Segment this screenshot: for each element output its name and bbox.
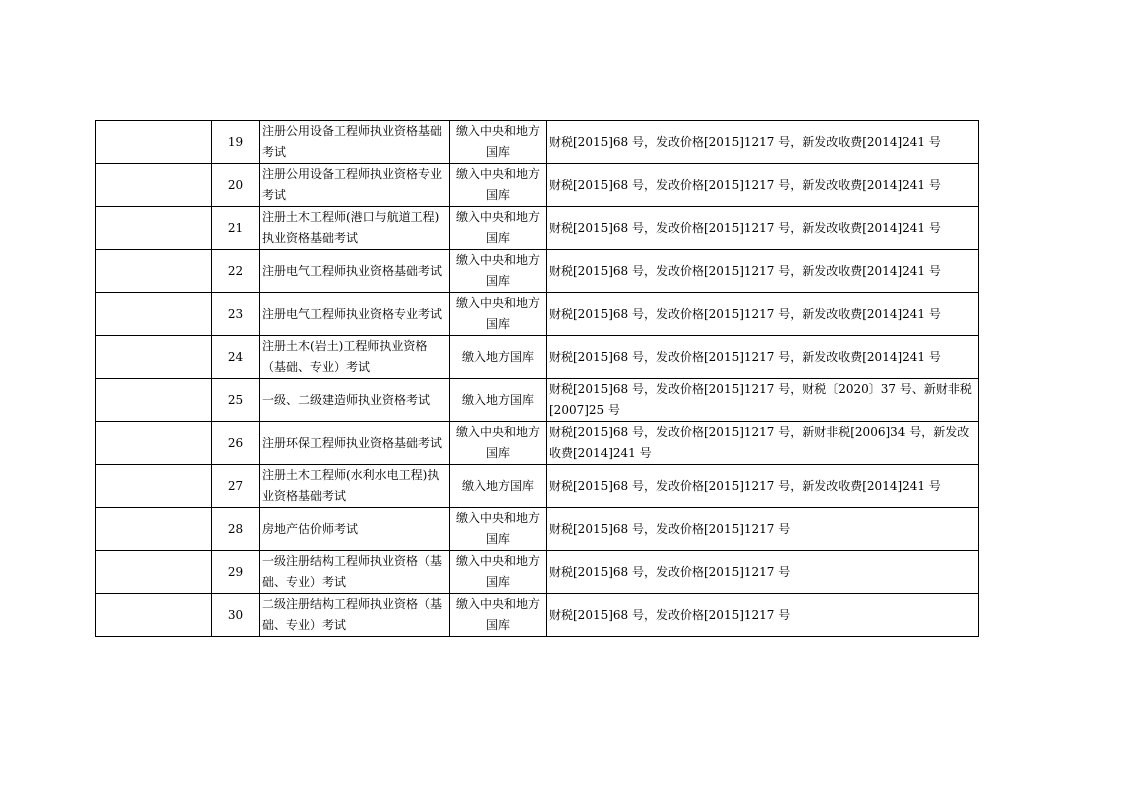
blank-cell: [96, 379, 212, 422]
table-row: [96, 207, 979, 250]
fee-table: [95, 120, 979, 637]
treasury-destination: 缴入中央和地方国库: [450, 422, 547, 465]
table-row: [96, 121, 979, 164]
table-row: [96, 164, 979, 207]
exam-name: 注册公用设备工程师执业资格专业考试: [260, 164, 450, 207]
blank-cell: [96, 465, 212, 508]
row-number: 25: [212, 379, 260, 422]
exam-name: 房地产估价师考试: [260, 508, 450, 551]
exam-name: 一级注册结构工程师执业资格（基础、专业）考试: [260, 551, 450, 594]
policy-basis: 财税[2015]68 号，发改价格[2015]1217 号，新发改收费[2014]241 号: [547, 164, 979, 207]
row-number: 28: [212, 508, 260, 551]
treasury-destination: 缴入中央和地方国库: [450, 121, 547, 164]
exam-name: 注册公用设备工程师执业资格基础考试: [260, 121, 450, 164]
policy-basis: 财税[2015]68 号，发改价格[2015]1217 号，新发改收费[2014]241 号: [547, 293, 979, 336]
treasury-destination: 缴入中央和地方国库: [450, 508, 547, 551]
blank-cell: [96, 551, 212, 594]
policy-basis: 财税[2015]68 号，发改价格[2015]1217 号，新发改收费[2014]241 号: [547, 250, 979, 293]
row-number: 22: [212, 250, 260, 293]
blank-cell: [96, 594, 212, 637]
blank-cell: [96, 336, 212, 379]
policy-basis: 财税[2015]68 号，发改价格[2015]1217 号，新发改收费[2014]241 号: [547, 465, 979, 508]
row-number: 29: [212, 551, 260, 594]
exam-name: 注册电气工程师执业资格基础考试: [260, 250, 450, 293]
row-number: 20: [212, 164, 260, 207]
exam-name: 一级、二级建造师执业资格考试: [260, 379, 450, 422]
exam-name: 注册环保工程师执业资格基础考试: [260, 422, 450, 465]
treasury-destination: 缴入地方国库: [450, 336, 547, 379]
row-number: 26: [212, 422, 260, 465]
exam-name: 二级注册结构工程师执业资格（基础、专业）考试: [260, 594, 450, 637]
treasury-destination: 缴入地方国库: [450, 465, 547, 508]
row-number: 27: [212, 465, 260, 508]
treasury-destination: 缴入中央和地方国库: [450, 551, 547, 594]
table-row: [96, 336, 979, 379]
treasury-destination: 缴入中央和地方国库: [450, 207, 547, 250]
policy-basis: 财税[2015]68 号，发改价格[2015]1217 号: [547, 551, 979, 594]
row-number: 23: [212, 293, 260, 336]
policy-basis: 财税[2015]68 号，发改价格[2015]1217 号，新发改收费[2014]241 号: [547, 336, 979, 379]
treasury-destination: 缴入中央和地方国库: [450, 250, 547, 293]
policy-basis: 财税[2015]68 号，发改价格[2015]1217 号: [547, 594, 979, 637]
treasury-destination: 缴入地方国库: [450, 379, 547, 422]
blank-cell: [96, 164, 212, 207]
table-row: [96, 465, 979, 508]
table-row: [96, 551, 979, 594]
blank-cell: [96, 250, 212, 293]
blank-cell: [96, 121, 212, 164]
treasury-destination: 缴入中央和地方国库: [450, 164, 547, 207]
row-number: 19: [212, 121, 260, 164]
table-row: [96, 422, 979, 465]
exam-name: 注册土木工程师(水利水电工程)执业资格基础考试: [260, 465, 450, 508]
policy-basis: 财税[2015]68 号，发改价格[2015]1217 号，新发改收费[2014]241 号: [547, 207, 979, 250]
blank-cell: [96, 422, 212, 465]
table-row: [96, 594, 979, 637]
treasury-destination: 缴入中央和地方国库: [450, 594, 547, 637]
table-row: [96, 250, 979, 293]
blank-cell: [96, 508, 212, 551]
row-number: 21: [212, 207, 260, 250]
exam-name: 注册电气工程师执业资格专业考试: [260, 293, 450, 336]
table-row: [96, 293, 979, 336]
policy-basis: 财税[2015]68 号，发改价格[2015]1217 号，新财非税[2006]34 号，新发改收费[2014]241 号: [547, 422, 979, 465]
blank-cell: [96, 207, 212, 250]
policy-basis: 财税[2015]68 号，发改价格[2015]1217 号: [547, 508, 979, 551]
row-number: 30: [212, 594, 260, 637]
table-row: [96, 508, 979, 551]
exam-name: 注册土木工程师(港口与航道工程)执业资格基础考试: [260, 207, 450, 250]
policy-basis: 财税[2015]68 号，发改价格[2015]1217 号，新发改收费[2014]241 号: [547, 121, 979, 164]
row-number: 24: [212, 336, 260, 379]
policy-basis: 财税[2015]68 号，发改价格[2015]1217 号，财税〔2020〕37 号、新财非税[2007]25 号: [547, 379, 979, 422]
table-row: [96, 379, 979, 422]
blank-cell: [96, 293, 212, 336]
fee-table-body: [96, 121, 979, 637]
treasury-destination: 缴入中央和地方国库: [450, 293, 547, 336]
exam-name: 注册土木(岩土)工程师执业资格（基础、专业）考试: [260, 336, 450, 379]
